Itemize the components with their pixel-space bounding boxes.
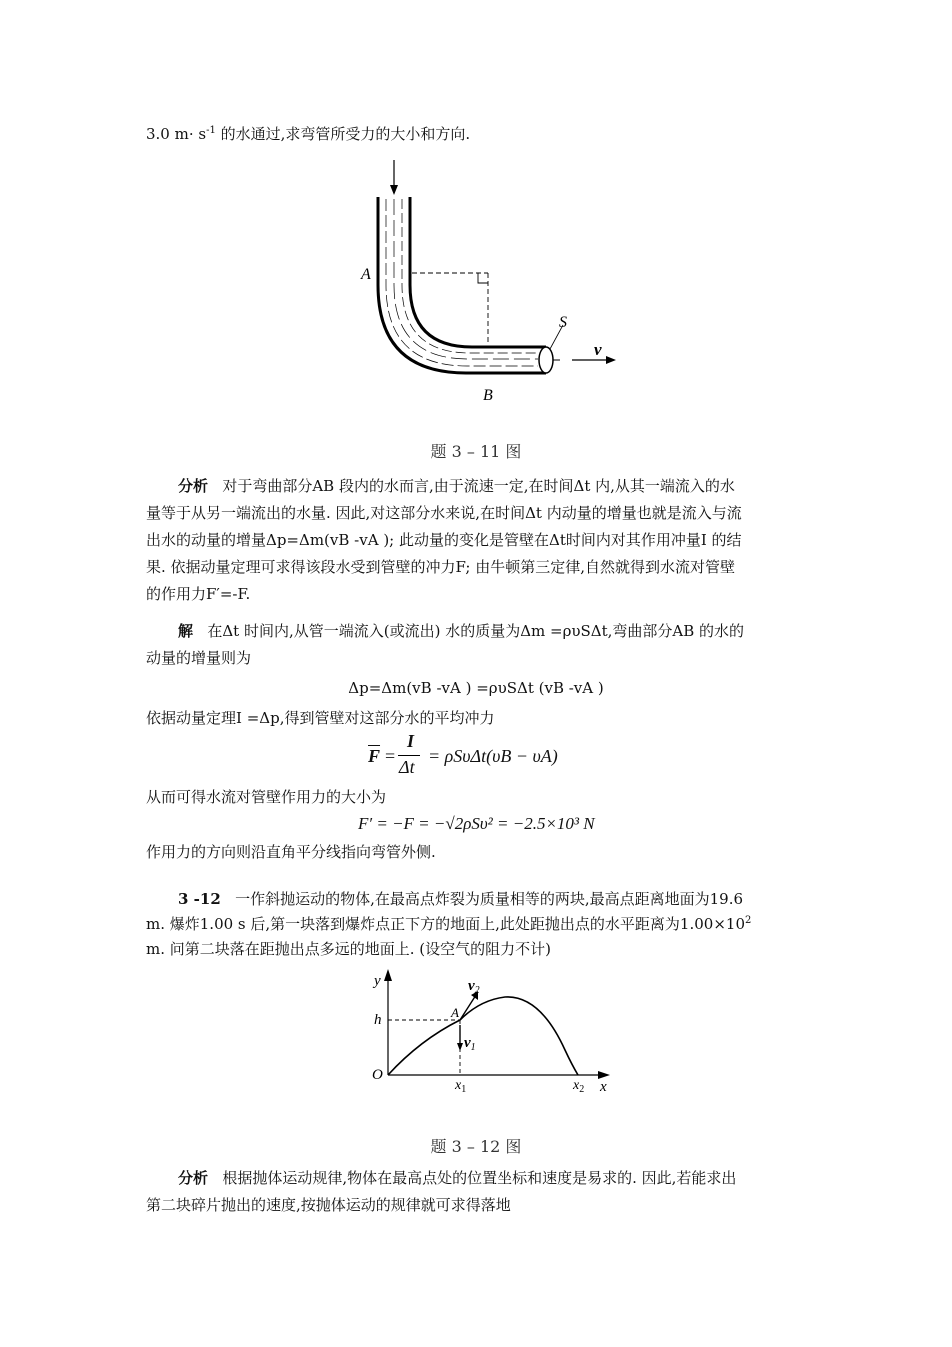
intro-speed-exp: -1 (206, 125, 216, 136)
figure-3-12 (360, 965, 620, 1095)
label-A: A (361, 266, 371, 283)
analysis-312-line-2: 第二块碎片抛出的速度,按抛体运动的规律就可求得落地 (146, 1196, 511, 1214)
equation-2-numerator: I (407, 731, 415, 751)
solution-311-line-1 (178, 621, 744, 641)
problem-312-line-2 (146, 914, 751, 934)
equation-2-denominator: Δt (399, 757, 415, 777)
equation-3: F′ = −F = −√2ρSυ² = −2.5×10³ N (358, 814, 595, 833)
label-v2: $v_2$ (468, 978, 480, 996)
figure-3-11 (350, 155, 630, 405)
solution-311-line-5: 作用力的方向则沿直角平分线指向弯管外侧. (146, 843, 436, 861)
analysis-311-head: 分析 (178, 477, 209, 495)
problem-312-text-2: m. 爆炸1.00 s 后,第一块落到爆炸点正下方的地面上,此处距抛出点的水平距离为1.00×10 (146, 915, 745, 933)
equation-2-lhs: $\overline{F}$ (368, 746, 381, 766)
analysis-311-text-1: 对于弯曲部分AB 段内的水而言,由于流速一定,在时间Δt 内,从其一端流入的水 (222, 477, 735, 495)
label-B: B (483, 387, 493, 404)
label-v: v (594, 340, 602, 359)
label-A-312: A (451, 1005, 459, 1020)
problem-312-text-1: 一作斜抛运动的物体,在最高点炸裂为质量相等的两块,最高点距离地面为19.6 (235, 890, 744, 908)
analysis-311-line-1 (178, 476, 735, 496)
axis-y-label: y (374, 973, 381, 989)
label-h: h (374, 1012, 382, 1028)
equation-2-rhs: = ρSυΔt(υB − υA) (428, 746, 558, 766)
problem-312-number: 3 -12 (178, 890, 221, 908)
solution-311-line-2: 动量的增量则为 (146, 649, 252, 667)
problem-312-line-3: m. 问第二块落在距抛出点多远的地面上. (设空气的阻力不计) (146, 940, 552, 958)
analysis-311-line-5: 的作用力F′=-F. (146, 585, 251, 603)
intro-line (146, 124, 470, 144)
label-S: S (559, 314, 567, 331)
equation-1: Δp=Δm(vB -vA ) =ρυSΔt (vB -vA ) (348, 679, 604, 697)
solution-311-text-1: 在Δt 时间内,从管一端流入(或流出) 水的质量为Δm =ρυSΔt,弯曲部分AB 的水的 (207, 622, 745, 640)
label-v1: $v_1$ (464, 1035, 476, 1053)
analysis-312-head: 分析 (178, 1169, 209, 1187)
solution-311-line-4: 从而可得水流对管壁作用力的大小为 (146, 788, 387, 806)
origin-label: O (372, 1067, 383, 1083)
problem-312-line-1 (178, 889, 743, 909)
solution-311-head: 解 (178, 622, 194, 640)
analysis-312-text-1: 根据抛体运动规律,物体在最高点处的位置坐标和速度是易求的. 因此,若能求出 (222, 1169, 737, 1187)
intro-text: 的水通过,求弯管所受力的大小和方向. (215, 125, 471, 143)
analysis-311-line-2: 量等于从另一端流出的水量. 因此,对这部分水来说,在时间Δt 内动量的增量也就是流入与流 (146, 504, 742, 522)
solution-311-line-3: 依据动量定理I =Δp,得到管壁对这部分水的平均冲力 (146, 709, 495, 727)
intro-speed: 3.0 m· s (146, 125, 207, 143)
analysis-312-line-1 (178, 1168, 736, 1188)
figure-3-12-caption: 题 3 – 12 图 (430, 1137, 522, 1156)
analysis-311-line-4: 果. 依据动量定理可求得该段水受到管壁的冲力F; 由牛顿第三定律,自然就得到水流对管壁 (146, 558, 736, 576)
label-x1: $x_1$ (455, 1078, 467, 1095)
analysis-311-line-3: 出水的动量的增量Δp=Δm(vB -vA ); 此动量的变化是管壁在Δt时间内对其作用冲量I 的结 (146, 531, 742, 549)
label-x2: $x_2$ (573, 1078, 585, 1095)
figure-3-11-caption: 题 3 – 11 图 (430, 442, 522, 461)
axis-x-label: x (600, 1079, 607, 1095)
problem-312-exp: 2 (745, 915, 752, 926)
